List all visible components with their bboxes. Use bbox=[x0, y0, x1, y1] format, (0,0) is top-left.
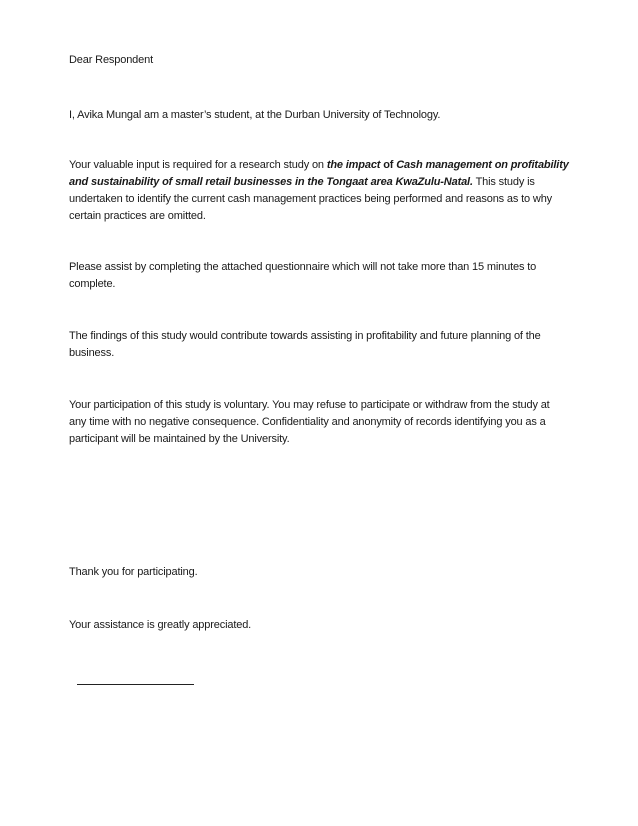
appreciation-line: Your assistance is greatly appreciated. bbox=[69, 619, 252, 631]
purpose-paragraph bbox=[69, 157, 569, 225]
intro-paragraph: I, Avika Mungal am a master’s student, at the Durban University of Technology. bbox=[69, 109, 441, 121]
purpose-text-1: Your valuable input is required for a research study on bbox=[69, 159, 327, 171]
purpose-of: of bbox=[380, 159, 397, 171]
salutation: Dear Respondent bbox=[69, 54, 153, 66]
signature-line bbox=[77, 684, 194, 685]
participation-paragraph: Your participation of this study is voluntary. You may refuse to participate or withdraw from the study at any time with no negative consequence. Confidentiality and anonymity of records identifying you as a participant will be maintained by the University. bbox=[69, 399, 550, 445]
request-paragraph: Please assist by completing the attached questionnaire which will not take more than 15 minutes to complete. bbox=[69, 261, 537, 290]
purpose-text-2: This study is undertaken to identify the current cash management practices being performed and reasons as to why certain practices are omitted. bbox=[69, 176, 553, 222]
purpose-emphasis-impact: the impact bbox=[326, 159, 381, 171]
findings-paragraph: The findings of this study would contribute towards assisting in profitability and future planning of the business. bbox=[69, 330, 541, 359]
purpose-study-title: Cash management on profitability and sustainability of small retail businesses in the Tongaat area KwaZulu-Natal. bbox=[69, 159, 569, 188]
thanks-line: Thank you for participating. bbox=[69, 566, 198, 578]
